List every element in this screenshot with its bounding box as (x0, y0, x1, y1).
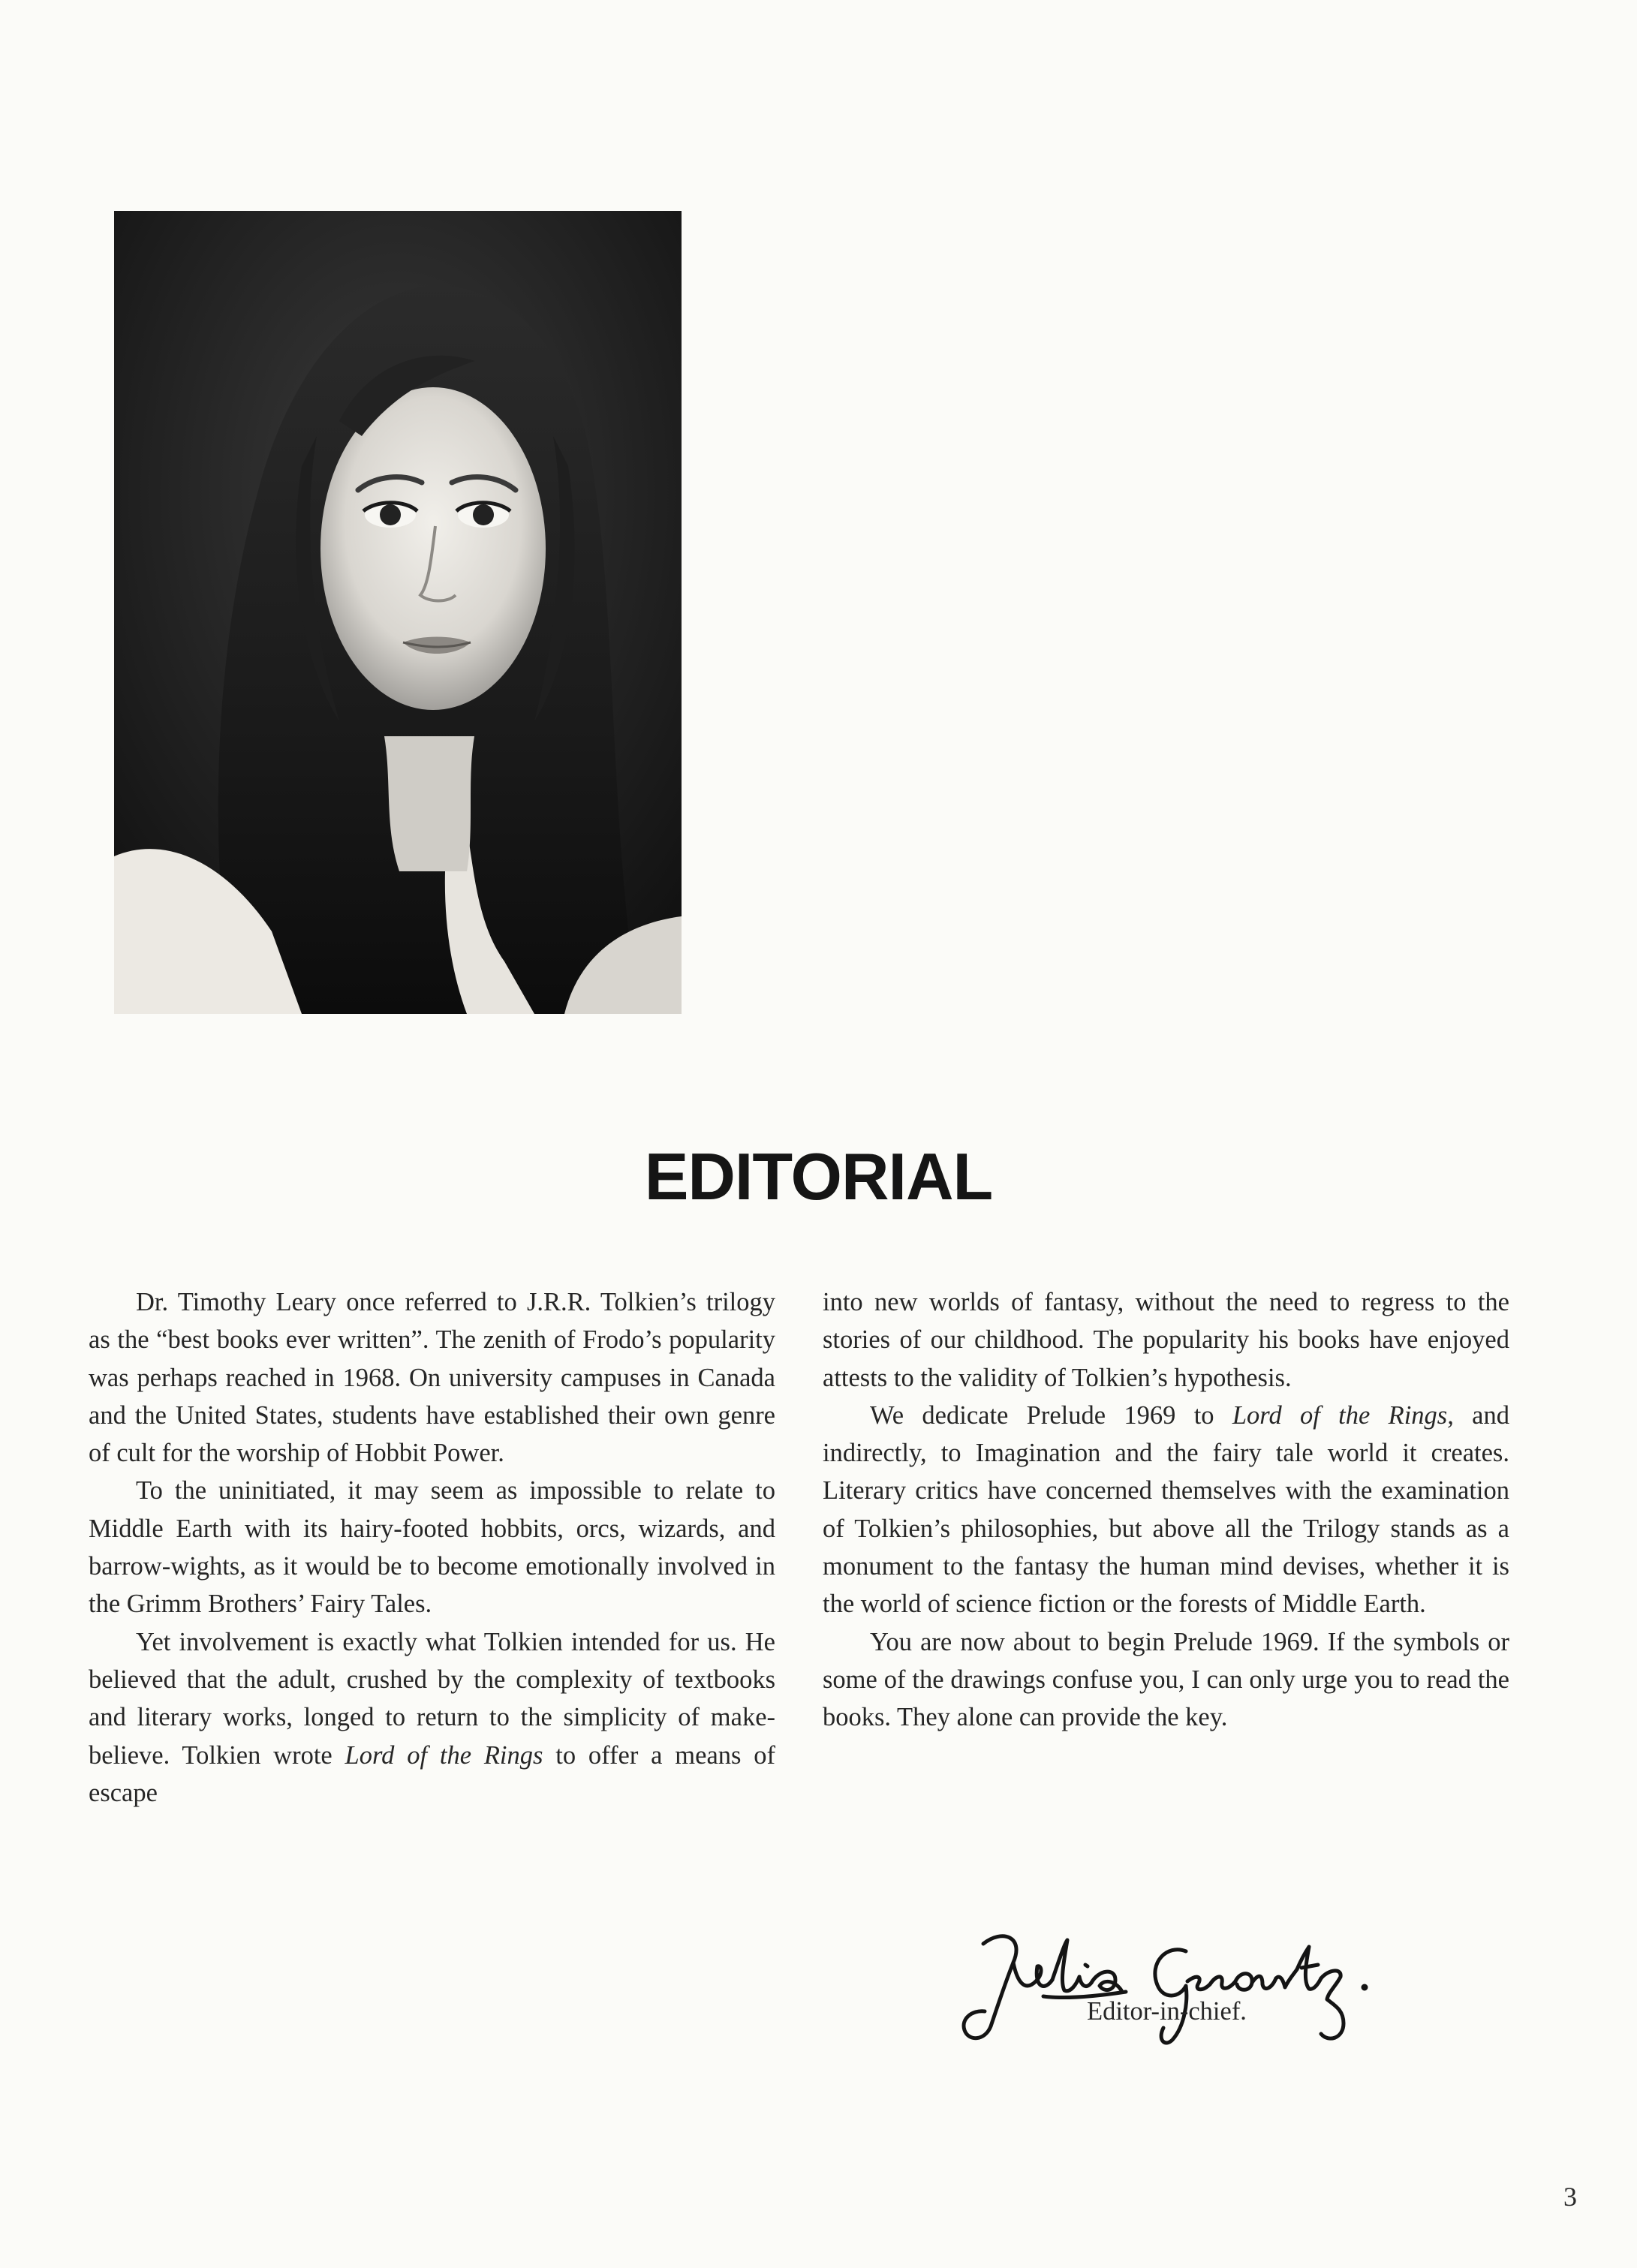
editorial-paragraph-3-continued: into new worlds of fantasy, without the need to regress to the stories of our childhood. The popularity his books have enjoyed attests to the validity of Tolkien’s hypothesis. (823, 1288, 1509, 1392)
book-title: Lord of the Rings, (1232, 1400, 1454, 1430)
paragraph-text: We dedicate Prelude 1969 to (870, 1400, 1232, 1430)
paragraph-text: to offer a means of escape (89, 1740, 776, 1807)
editorial-right-column (823, 1283, 1509, 1737)
book-title: Lord of the Rings (345, 1740, 543, 1770)
editorial-paragraph-1: Dr. Timothy Leary once referred to J.R.R. Tolkien’s trilogy as the “best books ever written”. The zenith of Frodo’s popularity was perhaps reached in 1968. On university campuses in Canada and the United States, students have established their own genre of cult for the worship of Hobbit Power. (89, 1288, 775, 1468)
editor-portrait-photo (114, 211, 682, 1014)
signoff-title: Editor-in-chief. (1087, 1997, 1247, 2026)
page-number: 3 (1563, 2182, 1577, 2212)
editor-signature (938, 1921, 1449, 2049)
paragraph-text: Yet involvement is exactly what Tolkien intended for us. He believed that the adult, crushed by the complexity of textbooks and literary works, longed to return to the simplicity of make-believe. Tolkien wrote (89, 1627, 775, 1770)
editorial-paragraph-5: You are now about to begin Prelude 1969. If the symbols or some of the drawings confuse you, I can only urge you to read the books. They alone can provide the key. (823, 1627, 1509, 1732)
editorial-left-column (89, 1283, 775, 1812)
paragraph-text: and indirectly, to Imagination and the fairy tale world it creates. Literary critics have concerned themselves with the examination of Tolkien’s philosophies, but above all the Trilogy stands as a monument to the fantasy the human mind devises, whether it is the world of science fiction or the forests of Middle Earth. (823, 1400, 1509, 1619)
editorial-paragraph-3 (89, 1623, 775, 1812)
editorial-headline: EDITORIAL (644, 1139, 993, 1214)
editorial-paragraph-4 (823, 1397, 1509, 1623)
editorial-paragraph-2: To the uninitiated, it may seem as impossible to relate to Middle Earth with its hairy-footed hobbits, orcs, wizards, and barrow-wights, as it would be to become emotionally involved in the Grimm Brothers’ Fairy Tales. (89, 1476, 775, 1619)
